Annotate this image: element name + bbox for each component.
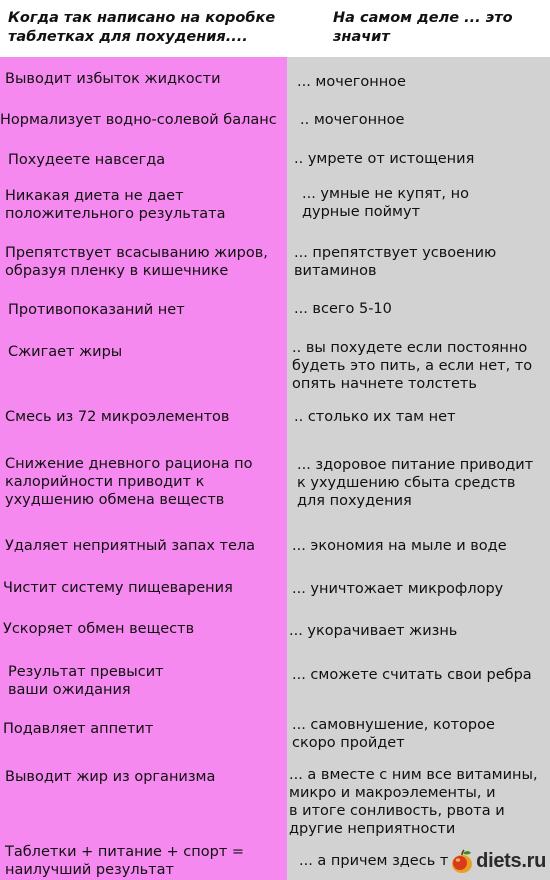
claim-cell: Подавляет аппетит — [3, 721, 154, 737]
claim-cell: Результат превысит ваши ожидания — [8, 664, 164, 698]
claim-cell: Снижение дневного рациона по калорийности приводит к ухудшению обмена веществ — [5, 456, 253, 508]
claim-cell: Сжигает жиры — [8, 344, 123, 360]
meaning-cell: ... умные не купят, но дурные поймут — [302, 186, 469, 220]
table-header — [0, 0, 550, 57]
meaning-cell: ... сможете считать свои ребра — [292, 667, 532, 683]
meaning-cell: ... препятствует усвоению витаминов — [294, 245, 497, 279]
header-claim-column: Когда так написано на коробке таблетках для похудения.... — [8, 10, 276, 45]
meaning-cell: ... здоровое питание приводит к ухудшению сбыта средств для похудения — [297, 457, 534, 509]
claim-cell: Удаляет неприятный запах тела — [5, 538, 256, 554]
meaning-cell: .. столько их там нет — [294, 409, 456, 425]
header-meaning-column: На самом деле ... это значит — [333, 10, 513, 45]
claim-cell: Похудеете навсегда — [8, 152, 166, 168]
meaning-cell: ... а причем здесь т — [299, 853, 449, 869]
meaning-cell: ... всего 5-10 — [294, 301, 392, 317]
logo-text: diets.ru — [476, 849, 546, 872]
meaning-cell: ... самовнушение, которое скоро пройдет — [292, 717, 495, 751]
meaning-cell: ... а вместе с ним все витамины, микро и макроэлементы, и в итоге сонливость, рвота и другие неприятности — [289, 767, 538, 837]
claim-cell: Выводит жир из организма — [5, 769, 216, 785]
meaning-cell: .. вы похудете если постоянно будеть это пить, а если нет, то опять начнете толстеть — [292, 340, 533, 392]
meaning-cell: .. умрете от истощения — [294, 151, 475, 167]
meaning-cell: ... экономия на мыле и воде — [292, 538, 507, 554]
claim-cell: Выводит избыток жидкости — [5, 71, 221, 87]
claim-cell: Смесь из 72 микроэлементов — [5, 409, 230, 425]
claim-cell: Таблетки + питание + спорт = наилучший результат — [5, 844, 245, 878]
claim-cell: Препятствует всасыванию жиров, образуя пленку в кишечнике — [5, 245, 268, 279]
claim-cell: Ускоряет обмен веществ — [3, 621, 195, 637]
claim-cell: Чистит систему пищеварения — [3, 580, 233, 596]
meaning-cell: .. мочегонное — [300, 112, 405, 128]
meaning-cell: ... мочегонное — [297, 74, 406, 90]
site-logo — [449, 846, 546, 876]
claim-cell: Нормализует водно-солевой баланс — [0, 112, 277, 128]
claim-cell: Никакая диета не дает положительного результата — [5, 188, 226, 222]
apple-icon — [449, 848, 475, 874]
claim-cell: Противопоказаний нет — [8, 302, 185, 318]
meaning-cell: ... укорачивает жизнь — [289, 623, 458, 639]
meaning-cell: ... уничтожает микрофлору — [292, 581, 504, 597]
